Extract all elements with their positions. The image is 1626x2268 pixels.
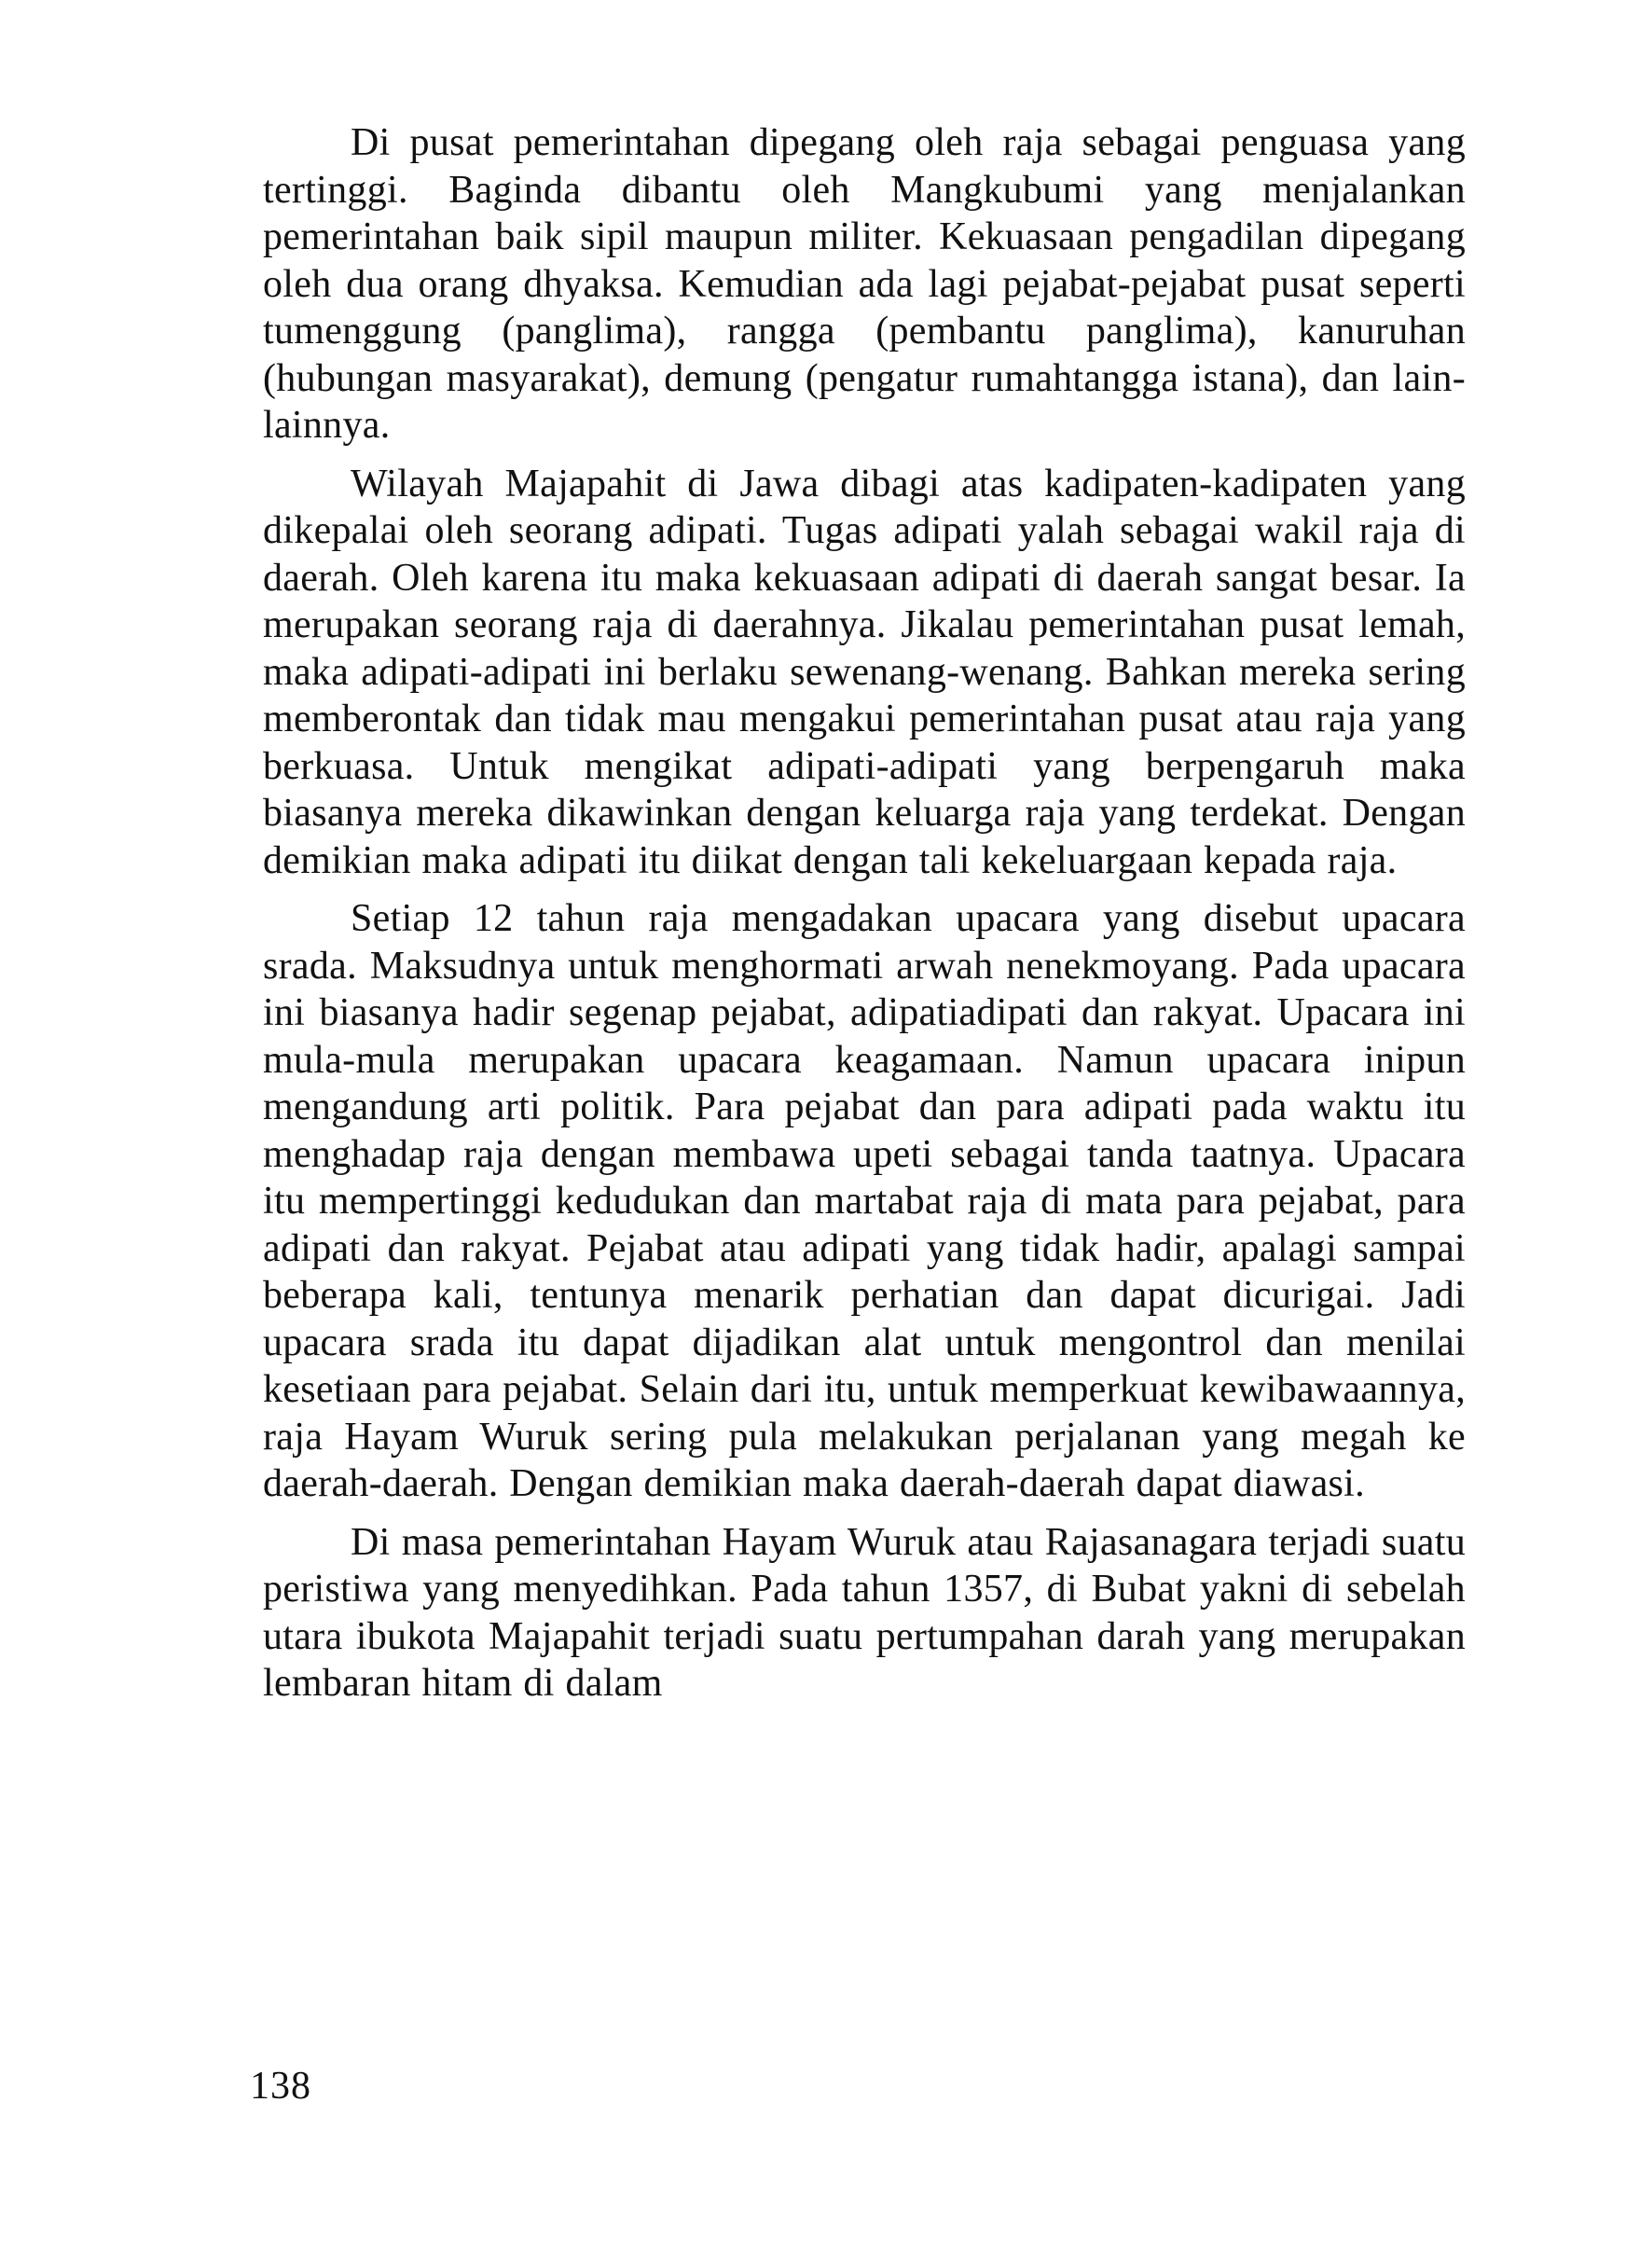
paragraph-1: Di pusat pemerintahan dipegang oleh raja sebagai penguasa yang tertinggi. Baginda dibantu oleh Mangkubumi yang menjalankan pemerintahan baik sipil maupun militer. Kekuasaan pengadilan dipegang oleh dua orang dhyaksa. Kemudian ada lagi pejabat-pejabat pusat seperti tumenggung (panglima), rangga (pembantu panglima), kanuruhan (hubungan masyarakat), demung (pengatur rumahtangga istana), dan lain-lainnya. [263, 121, 1466, 447]
body-text [263, 119, 1466, 1719]
paragraph-4: Di masa pemerintahan Hayam Wuruk atau Rajasanagara terjadi suatu peristiwa yang menyedihkan. Pada tahun 1357, di Bubat yakni di sebelah utara ibukota Majapahit terjadi suatu pertumpahan darah yang merupakan lembaran hitam di dalam [263, 1520, 1466, 1705]
page-number: 138 [250, 2065, 311, 2108]
paragraph-2: Wilayah Majapahit di Jawa dibagi atas kadipaten-kadipaten yang dikepalai oleh seorang adipati. Tugas adipati yalah sebagai wakil raja di daerah. Oleh karena itu maka kekuasaan adipati di daerah sangat besar. Ia merupakan seorang raja di daerahnya. Jikalau pemerintahan pusat lemah, maka adipati-adipati ini berlaku sewenang-wenang. Bahkan mereka sering memberontak dan tidak mau mengakui pemerintahan pusat atau raja yang berkuasa. Untuk mengikat adipati-adipati yang berpengaruh maka biasanya mereka dikawinkan dengan keluarga raja yang terdekat. Dengan demikian maka adipati itu diikat dengan tali kekeluargaan kepada raja. [263, 462, 1466, 882]
paragraph-3: Setiap 12 tahun raja mengadakan upacara yang disebut upacara srada. Maksudnya untuk menghormati arwah nenekmoyang. Pada upacara ini biasanya hadir segenap pejabat, adipatiadipati dan rakyat. Upacara ini mula-mula merupakan upacara keagamaan. Namun upacara inipun mengandung arti politik. Para pejabat dan para adipati pada waktu itu menghadap raja dengan membawa upeti sebagai tanda taatnya. Upacara itu mempertinggi kedudukan dan martabat raja di mata para pejabat, para adipati dan rakyat. Pejabat atau adipati yang tidak hadir, apalagi sampai beberapa kali, tentunya menarik perhatian dan dapat dicurigai. Jadi upacara srada itu dapat dijadikan alat untuk mengontrol dan menilai kesetiaan para pejabat. Selain dari itu, untuk memperkuat kewibawaannya, raja Hayam Wuruk sering pula melakukan perjalanan yang megah ke daerah-daerah. Dengan demikian maka daerah-daerah dapat diawasi. [263, 897, 1466, 1505]
